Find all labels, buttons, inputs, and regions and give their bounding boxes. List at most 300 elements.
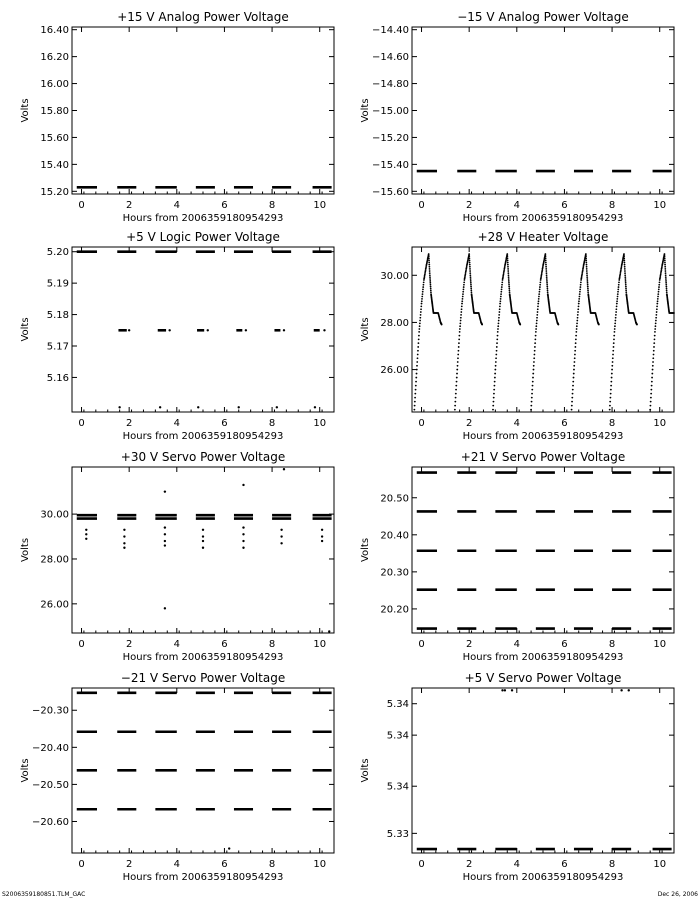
data-point [457,354,459,356]
data-point [545,268,547,270]
chart-title: +30 V Servo Power Voltage [120,450,286,464]
data-point [628,689,630,691]
y-tick-label: 5.34 [386,699,409,711]
data-point [501,689,503,691]
chart-title: −21 V Servo Power Voltage [120,671,286,685]
x-tick-label: 0 [418,639,425,650]
footer-date: Dec 26, 2006 [657,891,698,898]
data-point [418,339,420,341]
data-point [620,689,622,691]
data-point [625,291,627,293]
data-point [495,365,497,367]
data-point [536,314,538,316]
data-point [501,289,503,291]
data-point [654,339,656,341]
data-point [242,540,244,542]
data-point [577,317,579,319]
y-axis-label: Volts [20,758,31,783]
y-tick-label: 5.19 [46,278,69,290]
data-point [533,369,535,371]
data-point [657,296,659,298]
data-point [537,306,539,308]
x-tick-label: 4 [513,200,520,211]
data-point [470,278,472,280]
data-point [576,328,578,330]
plot-frame [72,467,334,633]
data-point [168,329,170,331]
data-point [624,270,626,272]
data-point [314,406,316,408]
data-point [611,373,613,375]
data-point [457,361,459,363]
data-point [280,529,282,531]
data-point [283,468,285,470]
data-point [499,303,501,305]
data-point [429,280,431,282]
data-point [579,291,581,293]
data-point [321,535,323,537]
data-point [455,397,457,399]
data-point [609,401,611,403]
y-axis-label: Volts [20,98,31,123]
x-tick-label: 6 [221,859,228,870]
y-tick-label: 15.40 [40,159,69,171]
data-point [546,284,548,286]
data-point [611,369,613,371]
data-point [587,286,589,288]
data-point [571,405,573,407]
data-point [429,278,431,280]
data-point [418,335,420,337]
data-point [470,286,472,288]
data-point [651,373,653,375]
data-point [617,293,619,295]
data-point [665,284,667,286]
data-point [534,346,536,348]
y-tick-label: 5.20 [46,247,69,259]
y-tick-label: 28.00 [40,554,69,566]
data-point [511,689,513,691]
data-point [85,529,87,531]
data-point [508,282,510,284]
data-point [508,278,510,280]
data-point [417,350,419,352]
data-point [430,284,432,286]
data-point [418,328,420,330]
data-point [500,296,502,298]
data-point [664,268,666,270]
data-point [469,264,471,266]
data-point [576,325,578,327]
data-point [423,281,425,283]
data-point [469,257,471,259]
x-tick-label: 0 [418,200,425,211]
data-point [577,311,579,313]
data-point [545,262,547,264]
data-point [615,314,617,316]
y-tick-label: 16.00 [40,79,69,91]
data-point [416,369,418,371]
data-point [586,264,588,266]
data-point [664,266,666,268]
data-point [461,306,463,308]
chart-panel-0 [20,10,334,224]
y-tick-label: 20.30 [380,567,409,579]
x-tick-label: 10 [653,418,667,429]
data-point [625,282,627,284]
data-point [534,339,536,341]
y-axis-label: Volts [20,537,31,563]
x-tick-label: 8 [268,418,276,429]
data-point [545,255,547,257]
y-tick-label: 30.00 [380,270,409,282]
data-point [420,311,422,313]
data-point [462,296,464,298]
data-point [202,535,204,537]
y-tick-label: 5.18 [46,310,69,322]
data-point [470,282,472,284]
data-point [422,291,424,293]
data-point [429,274,431,276]
data-point [493,389,495,391]
data-point [430,289,432,291]
data-point [430,288,432,290]
data-point [534,342,536,344]
data-point [463,289,465,291]
data-point [469,270,471,272]
y-tick-label: 20.20 [380,604,409,616]
data-point [423,284,425,286]
data-point [493,401,495,403]
data-point [501,286,503,288]
data-point [164,540,166,542]
data-point [624,266,626,268]
data-point [665,278,667,280]
data-point [636,324,638,326]
data-point [575,331,577,333]
data-point [494,381,496,383]
data-point [651,381,653,383]
data-point [202,547,204,549]
data-point [504,689,506,691]
y-tick-label: −15.20 [371,132,409,144]
data-point [468,255,470,257]
data-point [654,335,656,337]
data-point [458,350,460,352]
data-point [586,270,588,272]
data-point [496,339,498,341]
data-point [494,373,496,375]
data-point [624,264,626,266]
data-point [499,311,501,313]
data-point [469,274,471,276]
data-point [164,490,166,492]
data-point [428,253,430,255]
data-point [470,280,472,282]
data-point [586,276,588,278]
data-point [458,342,460,344]
data-point [469,266,471,268]
data-point [470,289,472,291]
x-tick-label: 8 [608,200,616,211]
data-point [572,381,574,383]
data-point [321,529,323,531]
data-point [497,335,499,337]
chart-title: +5 V Servo Power Voltage [464,671,622,685]
x-axis-label: Hours from 2006359180954293 [462,652,624,663]
y-tick-label: 15.80 [40,106,69,117]
data-point [571,401,573,403]
chart-title: +5 V Logic Power Voltage [126,230,280,244]
data-point [508,288,510,290]
data-point [470,284,472,286]
x-axis-label: Hours from 2006359180954293 [122,431,284,442]
data-point [576,322,578,324]
data-point [421,298,423,300]
data-point [418,342,420,344]
data-point [587,288,589,290]
data-point [495,361,497,363]
data-point [587,291,589,293]
data-point [573,369,575,371]
data-point [579,286,581,288]
data-point [470,288,472,290]
data-point [614,328,616,330]
data-point [587,280,589,282]
data-point [612,361,614,363]
data-point [414,397,416,399]
data-point [579,293,581,295]
data-point [538,298,540,300]
data-point [159,406,161,408]
y-tick-label: 15.60 [40,132,69,144]
data-point [463,284,465,286]
data-point [538,300,540,302]
data-point [498,314,500,316]
y-tick-label: 30.00 [40,509,69,521]
x-tick-label: 4 [173,200,180,211]
data-point [415,389,417,391]
data-point [457,357,459,359]
data-point [500,293,502,295]
data-point [494,377,496,379]
data-point [458,346,460,348]
data-point [610,393,612,395]
data-point [623,260,625,262]
data-point [610,389,612,391]
data-point [586,272,588,274]
data-point [85,533,87,535]
data-point [610,397,612,399]
data-point [496,342,498,344]
x-tick-label: 4 [173,418,180,429]
data-point [598,324,600,326]
data-point [492,405,494,407]
data-point [498,322,500,324]
data-point [623,257,625,259]
data-point [497,325,499,327]
data-point [664,257,666,259]
data-point [413,409,415,411]
x-tick-label: 10 [313,859,327,870]
data-point [417,346,419,348]
data-point [664,255,666,257]
data-point [624,262,626,264]
data-point [587,289,589,291]
data-point [242,484,244,486]
x-tick-label: 4 [513,639,520,650]
plot-frame [412,27,674,194]
data-point [202,529,204,531]
data-point [419,322,421,324]
data-point [531,397,533,399]
data-point [429,276,431,278]
data-point [498,317,500,319]
x-tick-label: 4 [513,418,520,429]
x-tick-label: 6 [561,639,568,650]
data-point [580,281,582,283]
data-point [652,369,654,371]
data-point [507,262,509,264]
data-point [574,346,576,348]
data-point [673,312,675,314]
data-point [653,342,655,344]
x-tick-label: 2 [125,639,133,650]
data-point [546,274,548,276]
x-tick-label: 6 [221,639,228,650]
data-point [460,314,462,316]
data-point [614,325,616,327]
plot-frame [412,247,674,412]
y-tick-label: −20.50 [31,779,69,791]
data-point [493,397,495,399]
data-point [655,322,657,324]
data-point [611,365,613,367]
data-point [615,308,617,310]
data-point [546,280,548,282]
data-point [614,322,616,324]
data-point [657,293,659,295]
data-point [613,346,615,348]
data-point [666,288,668,290]
data-point [416,373,418,375]
x-tick-label: 8 [608,418,616,429]
y-tick-label: 5.16 [46,372,69,384]
data-point [538,296,540,298]
data-point [613,335,615,337]
plot-frame [412,688,674,853]
data-point [658,291,660,293]
x-tick-label: 2 [125,200,133,211]
x-axis-label: Hours from 2006359180954293 [122,652,284,663]
data-point [547,289,549,291]
data-point [441,324,443,326]
data-point [454,405,456,407]
data-point [664,264,666,266]
data-point [531,393,533,395]
data-point [461,308,463,310]
x-tick-label: 0 [78,418,85,429]
data-point [414,393,416,395]
data-point [578,298,580,300]
data-point [537,311,539,313]
data-point [587,282,589,284]
x-tick-label: 2 [465,200,473,211]
y-tick-label: −14.40 [371,25,409,37]
data-point [123,542,125,544]
data-point [578,306,580,308]
data-point [625,278,627,280]
data-point [651,385,653,387]
data-point [508,284,510,286]
x-tick-label: 6 [561,859,568,870]
data-point [280,535,282,537]
data-point [571,409,573,411]
data-point [276,406,278,408]
data-point [461,303,463,305]
y-tick-label: −20.40 [31,742,69,754]
data-point [655,317,657,319]
y-tick-label: 5.17 [46,341,69,353]
data-point [655,314,657,316]
data-point [534,354,536,356]
data-point [655,320,657,322]
data-point [118,406,120,408]
data-point [459,325,461,327]
data-point [457,365,459,367]
data-point [496,346,498,348]
data-point [430,291,432,293]
data-point [469,260,471,262]
y-tick-label: 20.50 [380,493,409,505]
data-point [586,268,588,270]
data-point [420,308,422,310]
x-tick-label: 8 [268,200,276,211]
data-point [625,289,627,291]
data-point [609,405,611,407]
data-point [537,308,539,310]
data-point [545,257,547,259]
data-point [572,393,574,395]
data-point [585,257,587,259]
data-point [418,331,420,333]
data-point [429,272,431,274]
data-point [617,296,619,298]
data-point [578,300,580,302]
data-point [650,401,652,403]
data-point [579,289,581,291]
data-point [470,276,472,278]
data-point [623,253,625,255]
chart-panel-6 [20,671,334,883]
y-tick-label: −15.00 [371,106,409,117]
data-point [573,377,575,379]
data-point [665,286,667,288]
data-point [657,300,659,302]
data-point [197,406,199,408]
data-point [506,255,508,257]
x-tick-label: 0 [78,639,85,650]
data-point [228,847,230,849]
data-point [610,385,612,387]
data-point [664,260,666,262]
data-point [430,286,432,288]
data-point [454,401,456,403]
data-point [652,365,654,367]
data-point [612,357,614,359]
data-point [657,298,659,300]
data-point [456,381,458,383]
